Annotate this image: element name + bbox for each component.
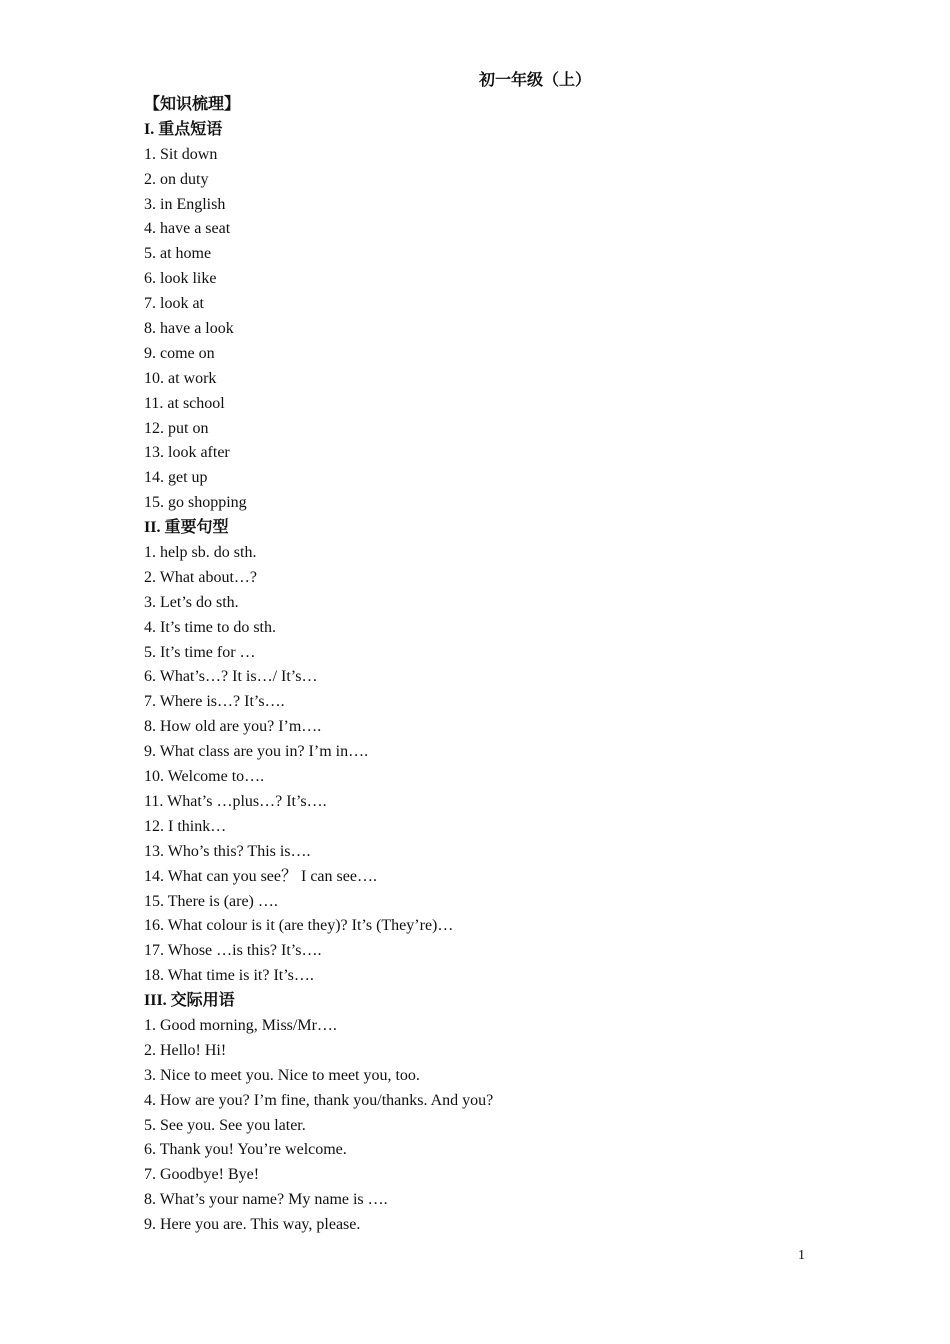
- list-item: 3. Nice to meet you. Nice to meet you, too.: [144, 1066, 420, 1084]
- list-item: 14. get up: [144, 469, 208, 487]
- list-item: 6. Thank you! You’re welcome.: [144, 1141, 347, 1159]
- list-item: 1. Sit down: [144, 145, 218, 163]
- list-item: 7. look at: [144, 295, 204, 313]
- list-item: 17. Whose …is this? It’s….: [144, 942, 322, 960]
- list-item: 10. at work: [144, 369, 217, 387]
- list-item: 7. Goodbye! Bye!: [144, 1166, 260, 1184]
- list-item: 3. Let’s do sth.: [144, 593, 239, 611]
- page-number: 1: [798, 1248, 805, 1263]
- sentence-pattern-list: [144, 541, 824, 989]
- list-item: 3. in English: [144, 195, 226, 213]
- list-item: 6. look like: [144, 270, 217, 288]
- list-item: 5. See you. See you later.: [144, 1116, 306, 1134]
- list-item: 5. It’s time for …: [144, 643, 256, 661]
- list-item: 9. Here you are. This way, please.: [144, 1216, 361, 1234]
- list-item: 4. It’s time to do sth.: [144, 618, 276, 636]
- list-item: 4. How are you? I’m fine, thank you/thanks. And you?: [144, 1091, 494, 1109]
- list-item: 13. Who’s this? This is….: [144, 842, 311, 860]
- list-item: 10. Welcome to….: [144, 768, 265, 786]
- list-item: 16. What colour is it (are they)? It’s (They’re)…: [144, 917, 454, 935]
- document-body: [144, 93, 824, 1238]
- list-item: 11. What’s …plus…? It’s….: [144, 792, 327, 810]
- section-heading-sentences: II. 重要句型: [144, 519, 229, 537]
- expression-list: [144, 1014, 824, 1238]
- section-header: 【知识梳理】: [144, 96, 241, 113]
- list-item: 12. I think…: [144, 817, 227, 835]
- list-item: 9. come on: [144, 344, 215, 362]
- list-item: 6. What’s…? It is…/ It’s…: [144, 668, 318, 686]
- list-item: 8. What’s your name? My name is ….: [144, 1191, 388, 1209]
- list-item: 15. go shopping: [144, 494, 247, 512]
- list-item: 15. There is (are) ….: [144, 892, 278, 910]
- section-heading-phrases: I. 重点短语: [144, 120, 223, 138]
- list-item: 18. What time is it? It’s….: [144, 967, 314, 985]
- list-item: 11. at school: [144, 394, 225, 412]
- phrase-list: [144, 143, 824, 516]
- list-item: 13. look after: [144, 444, 230, 462]
- list-item: 8. How old are you? I’m….: [144, 718, 322, 736]
- list-item: 9. What class are you in? I’m in….: [144, 743, 369, 761]
- list-item: 4. have a seat: [144, 220, 231, 238]
- section-heading-expressions: III. 交际用语: [144, 992, 235, 1010]
- list-item: 2. Hello! Hi!: [144, 1041, 227, 1059]
- list-item: 8. have a look: [144, 320, 234, 338]
- list-item: 2. on duty: [144, 170, 209, 188]
- list-item: 7. Where is…? It’s….: [144, 693, 285, 711]
- list-item: 1. help sb. do sth.: [144, 544, 257, 562]
- list-item: 14. What can you see？ I can see….: [144, 867, 377, 885]
- list-item: 2. What about…?: [144, 568, 258, 586]
- list-item: 12. put on: [144, 419, 209, 437]
- list-item: 1. Good morning, Miss/Mr….: [144, 1016, 337, 1034]
- page-title: 初一年级（上）: [478, 72, 591, 89]
- list-item: 5. at home: [144, 245, 212, 263]
